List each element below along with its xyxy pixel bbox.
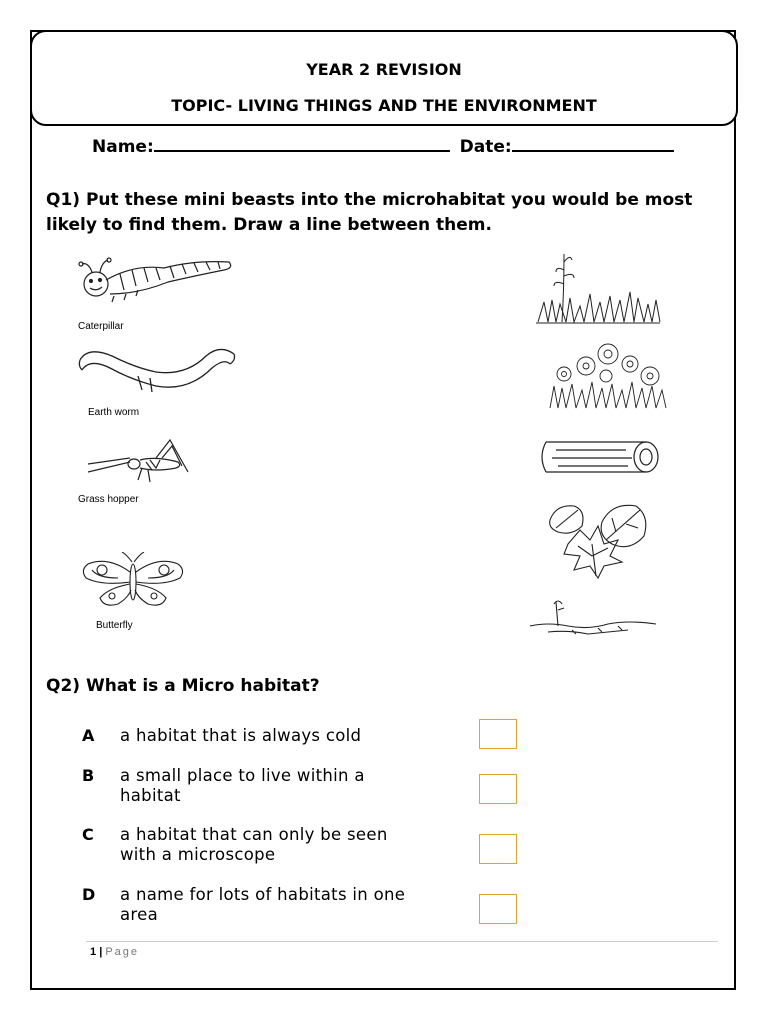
animal-label-grasshopper: Grass hopper: [78, 494, 139, 505]
option-b-letter: B: [82, 766, 95, 785]
option-d-checkbox[interactable]: [479, 894, 517, 924]
butterfly-icon: [78, 552, 188, 610]
topic-title: TOPIC- LIVING THINGS AND THE ENVIRONMENT: [171, 96, 597, 115]
animal-label-earthworm: Earth worm: [88, 407, 140, 418]
option-c-letter: C: [82, 825, 94, 844]
flowers-icon: [546, 338, 670, 410]
date-field[interactable]: [512, 136, 674, 152]
option-a-letter: A: [82, 726, 95, 745]
animal-label-butterfly: Butterfly: [96, 620, 133, 631]
question-2: Q2) What is a Micro habitat?: [46, 676, 320, 696]
option-c-checkbox[interactable]: [479, 834, 517, 864]
option-c-text: a habitat that can only be seen with a microscope: [120, 825, 388, 864]
option-d-letter: D: [82, 885, 96, 904]
date-label: Date:: [459, 137, 512, 157]
option-a-checkbox[interactable]: [479, 719, 517, 749]
name-field[interactable]: [154, 136, 450, 152]
name-date-row: [92, 136, 674, 157]
caterpillar-icon: [74, 254, 236, 318]
page-footer: [90, 946, 139, 958]
option-d-text: a name for lots of habitats in one area: [120, 885, 406, 924]
name-label: Name:: [92, 137, 154, 157]
page-title: YEAR 2 REVISION: [306, 60, 462, 79]
animal-label-caterpillar: Caterpillar: [78, 321, 124, 332]
option-b-text: a small place to live within a habitat: [120, 766, 365, 805]
option-b-checkbox[interactable]: [479, 774, 517, 804]
option-a-text: a habitat that is always cold: [120, 726, 362, 745]
log-icon: [536, 436, 662, 480]
soil-icon: [528, 596, 660, 640]
grasshopper-icon: [86, 436, 196, 488]
page-number: 1: [90, 946, 97, 958]
header-box: [30, 30, 738, 126]
grass-icon: [534, 250, 662, 326]
earthworm-icon: [76, 342, 238, 404]
page-separator: |: [99, 946, 103, 958]
question-1: Q1) Put these mini beasts into the microhabitat you would be most likely to find them. Draw a line between them.: [46, 190, 693, 235]
page-word: Page: [105, 946, 140, 958]
leaves-icon: [546, 500, 652, 580]
footer-divider: [86, 941, 718, 942]
